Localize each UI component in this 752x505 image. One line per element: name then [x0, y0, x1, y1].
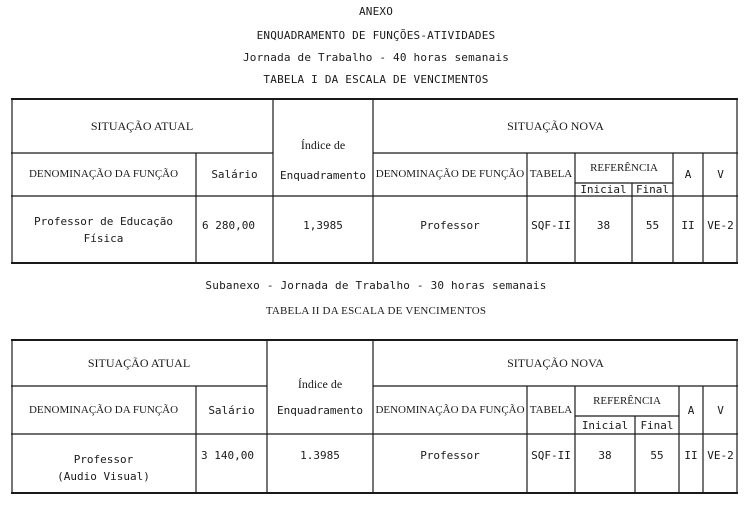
row-indice: 1,3985 — [303, 218, 343, 232]
row-funcao-line2: (Audio Visual) — [57, 470, 150, 483]
col-tabela: TABELA — [529, 168, 573, 180]
col-final: Final — [635, 183, 670, 196]
row-inicial: 38 — [598, 448, 612, 462]
col-salario: Salário — [208, 403, 255, 417]
col-denominacao-nova: DENOMINAÇÃO DA FUNÇÃO — [375, 403, 525, 416]
row-funcao-nova: Professor — [420, 448, 480, 462]
row-v: VE-2 — [707, 218, 734, 232]
workload-subtitle: Jornada de Trabalho - 40 horas semanais — [242, 51, 510, 64]
row-tabela: SQF-II — [531, 448, 571, 462]
row-tabela: SQF-II — [531, 218, 571, 232]
row-funcao-nova: Professor — [420, 218, 480, 232]
col-final: Final — [640, 418, 674, 432]
col-denominacao: DENOMINAÇÃO DA FUNÇÃO — [28, 403, 179, 416]
subannex-title: Subanexo - Jornada de Trabalho - 30 horas semanais — [205, 279, 547, 292]
row-indice: 1.3985 — [300, 448, 340, 462]
col-referencia: REFERÊNCIA — [593, 394, 661, 407]
col-v: V — [717, 168, 724, 181]
situacao-atual-header: SITUAÇÃO ATUAL — [87, 355, 191, 370]
situacao-nova-header: SITUAÇÃO NOVA — [507, 355, 604, 370]
salary-table-2 — [11, 339, 738, 494]
situacao-atual-header: SITUAÇÃO ATUAL — [90, 118, 194, 133]
row-final: 55 — [645, 218, 660, 232]
col-inicial: Inicial — [580, 183, 627, 196]
col-referencia: REFERÊNCIA — [590, 161, 658, 174]
col-a: A — [687, 403, 695, 417]
row-final: 55 — [650, 448, 664, 462]
annex-title: ANEXO — [358, 5, 394, 18]
row-funcao — [11, 196, 196, 263]
col-a: A — [684, 168, 692, 181]
row-salario: 6 280,00 — [202, 218, 255, 232]
row-v: VE-2 — [707, 448, 734, 462]
salary-table-1 — [11, 98, 738, 264]
col-enquadramento: Enquadramento — [276, 403, 364, 417]
indice-header: Índice de — [297, 376, 343, 391]
col-salario: Salário — [211, 168, 258, 181]
col-denominacao: DENOMINAÇÃO DA FUNÇÃO — [28, 168, 179, 180]
row-funcao-line1: Professor — [73, 453, 134, 466]
table-caption: TABELA I DA ESCALA DE VENCIMENTOS — [263, 73, 489, 86]
row-salario: 3 140,00 — [201, 448, 254, 462]
col-denominacao-nova: DENOMINAÇÃO DE FUNÇÃO — [375, 168, 525, 180]
col-enquadramento: Enquadramento — [279, 168, 367, 182]
row-funcao-line2: Física — [83, 231, 124, 245]
document-title: ENQUADRAMENTO DE FUNÇÕES-ATIVIDADES — [256, 29, 496, 42]
col-inicial: Inicial — [581, 418, 629, 432]
row-a: II — [684, 448, 698, 462]
col-v: V — [717, 403, 724, 417]
row-funcao-line1: Professor de Educação — [33, 214, 174, 228]
table-2-caption: TABELA II DA ESCALA DE VENCIMENTOS — [265, 305, 487, 317]
row-inicial: 38 — [596, 218, 611, 232]
situacao-nova-header: SITUAÇÃO NOVA — [507, 118, 604, 133]
indice-header: Índice de — [300, 137, 346, 152]
row-funcao — [11, 446, 196, 490]
col-tabela: TABELA — [529, 403, 573, 416]
row-a: II — [681, 218, 695, 232]
